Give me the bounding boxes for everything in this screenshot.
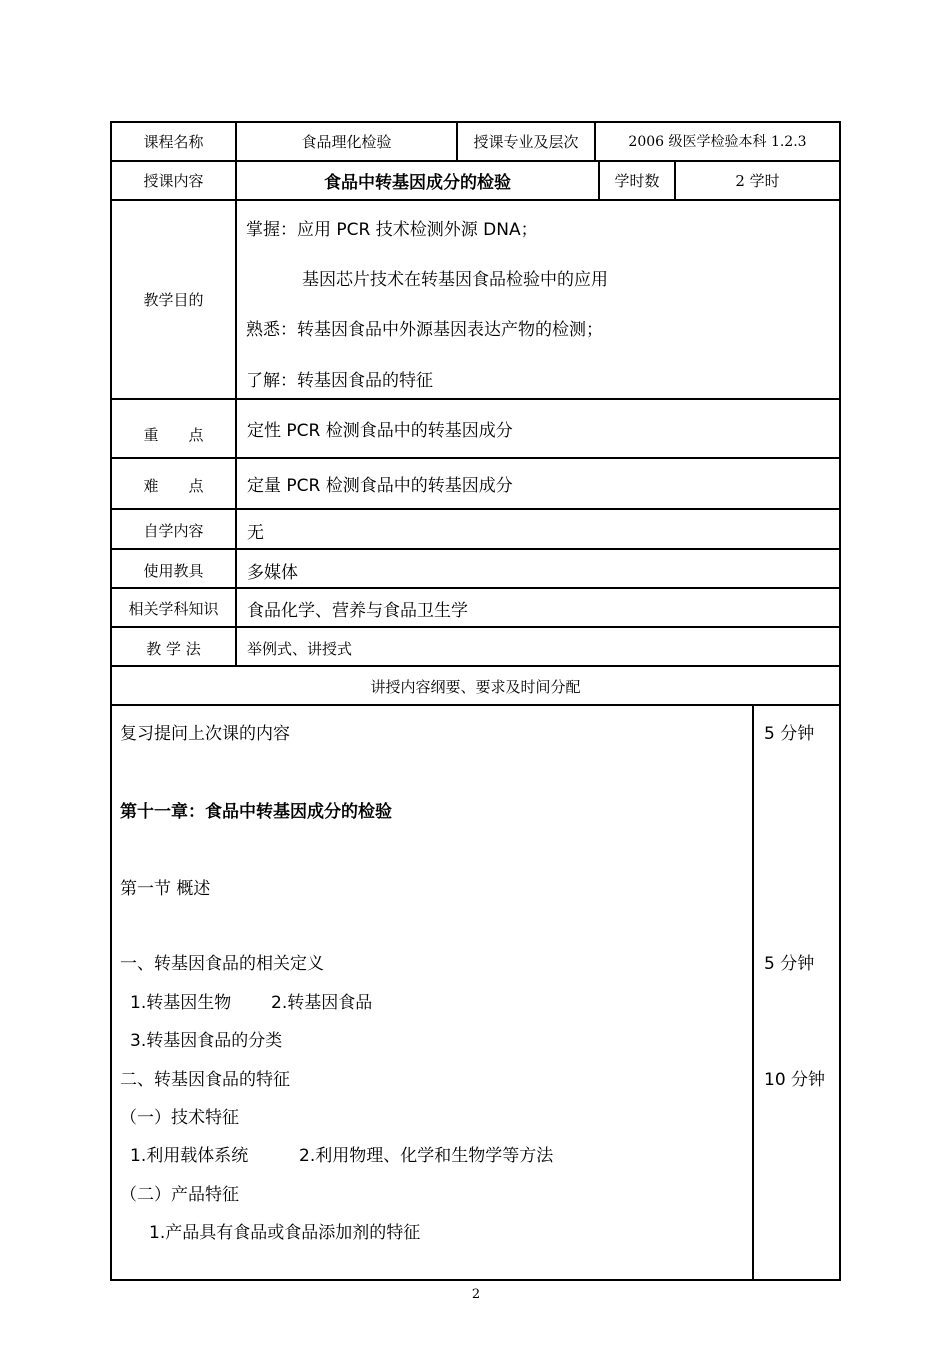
key-point-label: 重 点 xyxy=(143,425,204,444)
key-point-value: 定性 PCR 检测食品中的转基因成分 xyxy=(247,420,513,441)
objective-master-2: 基因芯片技术在转基因食品检验中的应用 xyxy=(302,270,608,290)
outline-review: 复习提问上次课的内容 xyxy=(120,724,290,744)
course-name-value: 食品理化检验 xyxy=(301,132,392,151)
objectives-label: 教学目的 xyxy=(143,290,204,309)
tools-label: 使用教具 xyxy=(143,561,204,580)
tools-value: 多媒体 xyxy=(247,562,298,583)
difficulty-value: 定量 PCR 检测食品中的转基因成分 xyxy=(247,475,513,496)
hours-label: 学时数 xyxy=(614,171,660,190)
outline-item-1c: 3.转基因食品的分类 xyxy=(130,1031,283,1051)
content-label: 授课内容 xyxy=(143,171,204,190)
outline-item-2-tech-2: 2.利用物理、化学和生物学等方法 xyxy=(299,1146,554,1166)
outline-section-title: 第一节 概述 xyxy=(120,879,211,899)
related-label: 相关学科知识 xyxy=(128,599,219,618)
row-divider xyxy=(110,626,841,628)
content-value: 食品中转基因成分的检验 xyxy=(324,172,511,193)
page-number: 2 xyxy=(471,1287,481,1302)
outline-item-1: 一、转基因食品的相关定义 xyxy=(120,954,324,974)
objective-understand: 了解：转基因食品的特征 xyxy=(246,371,433,391)
outline-item-2-tech: （一）技术特征 xyxy=(120,1108,239,1128)
outline-item-1b: 2.转基因食品 xyxy=(271,993,373,1013)
row-divider xyxy=(110,704,841,706)
col-divider-time xyxy=(752,704,754,1280)
outline-chapter-title: 第十一章：食品中转基因成分的检验 xyxy=(120,802,392,822)
method-value: 举例式、讲授式 xyxy=(247,639,353,658)
table-border-bottom xyxy=(110,1279,841,1281)
row-divider xyxy=(110,548,841,550)
objective-master: 掌握：应用 PCR 技术检测外源 DNA； xyxy=(246,220,538,240)
time-allocation: 5 分钟 xyxy=(764,724,815,744)
outline-title: 讲授内容纲要、要求及时间分配 xyxy=(370,677,581,696)
row-divider xyxy=(110,508,841,510)
hours-value: 2 学时 xyxy=(735,171,780,190)
time-allocation: 5 分钟 xyxy=(764,954,815,974)
difficulty-label: 难 点 xyxy=(143,476,204,495)
outline-item-2: 二、转基因食品的特征 xyxy=(120,1070,290,1090)
outline-item-2-product: （二）产品特征 xyxy=(120,1185,239,1205)
related-value: 食品化学、营养与食品卫生学 xyxy=(247,600,468,621)
outline-item-2-product-1: 1.产品具有食品或食品添加剂的特征 xyxy=(149,1223,421,1243)
outline-item-2-tech-1: 1.利用载体系统 xyxy=(130,1146,249,1166)
outline-item-1a: 1.转基因生物 xyxy=(130,993,232,1013)
self-study-label: 自学内容 xyxy=(143,521,204,540)
table-border-right xyxy=(839,121,841,1281)
self-study-value: 无 xyxy=(247,522,264,543)
method-label: 教 学 法 xyxy=(146,639,201,658)
major-label: 授课专业及层次 xyxy=(473,132,579,151)
time-allocation: 10 分钟 xyxy=(764,1070,826,1090)
major-value: 2006 级医学检验本科 1.2.3 xyxy=(628,134,807,150)
course-name-label: 课程名称 xyxy=(143,132,204,151)
objective-familiar: 熟悉：转基因食品中外源基因表达产物的检测； xyxy=(246,320,603,340)
